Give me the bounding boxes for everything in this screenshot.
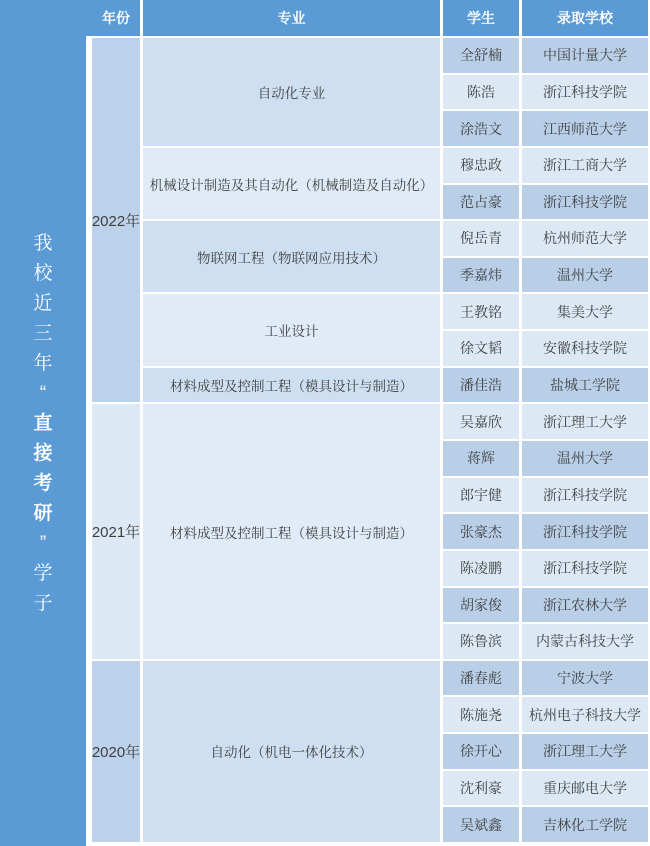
student-cell: 范占豪 (443, 185, 519, 220)
school-cell: 浙江科技学院 (522, 514, 648, 549)
student-cell: 涂浩文 (443, 111, 519, 146)
banner-char: 近 (33, 292, 53, 314)
header-school: 录取学校 (522, 0, 648, 36)
student-cell: 徐文韬 (443, 331, 519, 366)
school-cell: 浙江科技学院 (522, 75, 648, 110)
major-cell: 物联网工程（物联网应用技术） (143, 221, 440, 292)
school-cell: 吉林化工学院 (522, 807, 648, 842)
student-cell: 郎宇健 (443, 478, 519, 513)
school-cell: 浙江科技学院 (522, 185, 648, 220)
school-cell: 浙江理工大学 (522, 734, 648, 769)
major-cell: 材料成型及控制工程（模具设计与制造） (143, 404, 440, 658)
student-cell: 陈施尧 (443, 697, 519, 732)
banner-char: 直 (33, 412, 53, 434)
banner-char: 三 (33, 322, 53, 344)
school-cell: 中国计量大学 (522, 38, 648, 73)
school-cell: 浙江农林大学 (522, 588, 648, 623)
banner-char: 校 (33, 262, 53, 284)
student-cell: 胡家俊 (443, 588, 519, 623)
banner-char: 考 (33, 472, 53, 494)
school-cell: 温州大学 (522, 441, 648, 476)
major-cell: 材料成型及控制工程（模具设计与制造） (143, 368, 440, 403)
student-cell: 潘佳浩 (443, 368, 519, 403)
student-cell: 陈浩 (443, 75, 519, 110)
major-cell: 自动化（机电一体化技术） (143, 661, 440, 842)
school-cell: 浙江工商大学 (522, 148, 648, 183)
major-cell: 机械设计制造及其自动化（机械制造及自动化） (143, 148, 440, 219)
banner-char: “ (39, 382, 47, 404)
student-cell: 倪岳青 (443, 221, 519, 256)
major-cell: 自动化专业 (143, 38, 440, 146)
student-cell: 吴嘉欣 (443, 404, 519, 439)
school-cell: 杭州师范大学 (522, 221, 648, 256)
year-cell: 2020年 (92, 661, 140, 842)
major-cell: 工业设计 (143, 294, 440, 365)
student-cell: 张豪杰 (443, 514, 519, 549)
banner-char: ” (39, 532, 47, 554)
header-student: 学生 (443, 0, 519, 36)
school-cell: 杭州电子科技大学 (522, 697, 648, 732)
year-cell: 2021年 (92, 404, 140, 658)
header-year: 年份 (92, 0, 140, 36)
banner-text (33, 234, 52, 613)
student-cell: 穆忠政 (443, 148, 519, 183)
student-cell: 蒋辉 (443, 441, 519, 476)
school-cell: 浙江理工大学 (522, 404, 648, 439)
school-cell: 内蒙古科技大学 (522, 624, 648, 659)
school-cell: 浙江科技学院 (522, 478, 648, 513)
school-cell: 江西师范大学 (522, 111, 648, 146)
student-cell: 季嘉炜 (443, 258, 519, 293)
student-cell: 陈鲁滨 (443, 624, 519, 659)
student-cell: 王教铭 (443, 294, 519, 329)
student-cell: 徐开心 (443, 734, 519, 769)
banner-char: 研 (33, 502, 53, 524)
student-cell: 陈凌鹏 (443, 551, 519, 586)
banner-char: 接 (33, 442, 53, 464)
table-grid (92, 0, 648, 842)
school-cell: 安徽科技学院 (522, 331, 648, 366)
school-cell: 盐城工学院 (522, 368, 648, 403)
banner-char: 年 (33, 352, 53, 374)
school-cell: 浙江科技学院 (522, 551, 648, 586)
school-cell: 集美大学 (522, 294, 648, 329)
header-major: 专业 (143, 0, 440, 36)
banner-char: 子 (33, 592, 53, 614)
banner-char: 学 (33, 562, 53, 584)
school-cell: 重庆邮电大学 (522, 771, 648, 806)
vertical-banner (0, 0, 86, 846)
school-cell: 宁波大学 (522, 661, 648, 696)
school-cell: 温州大学 (522, 258, 648, 293)
student-cell: 吴斌鑫 (443, 807, 519, 842)
banner-char: 我 (33, 232, 53, 254)
student-cell: 全舒楠 (443, 38, 519, 73)
year-cell: 2022年 (92, 38, 140, 402)
student-cell: 沈利豪 (443, 771, 519, 806)
student-cell: 潘春彪 (443, 661, 519, 696)
